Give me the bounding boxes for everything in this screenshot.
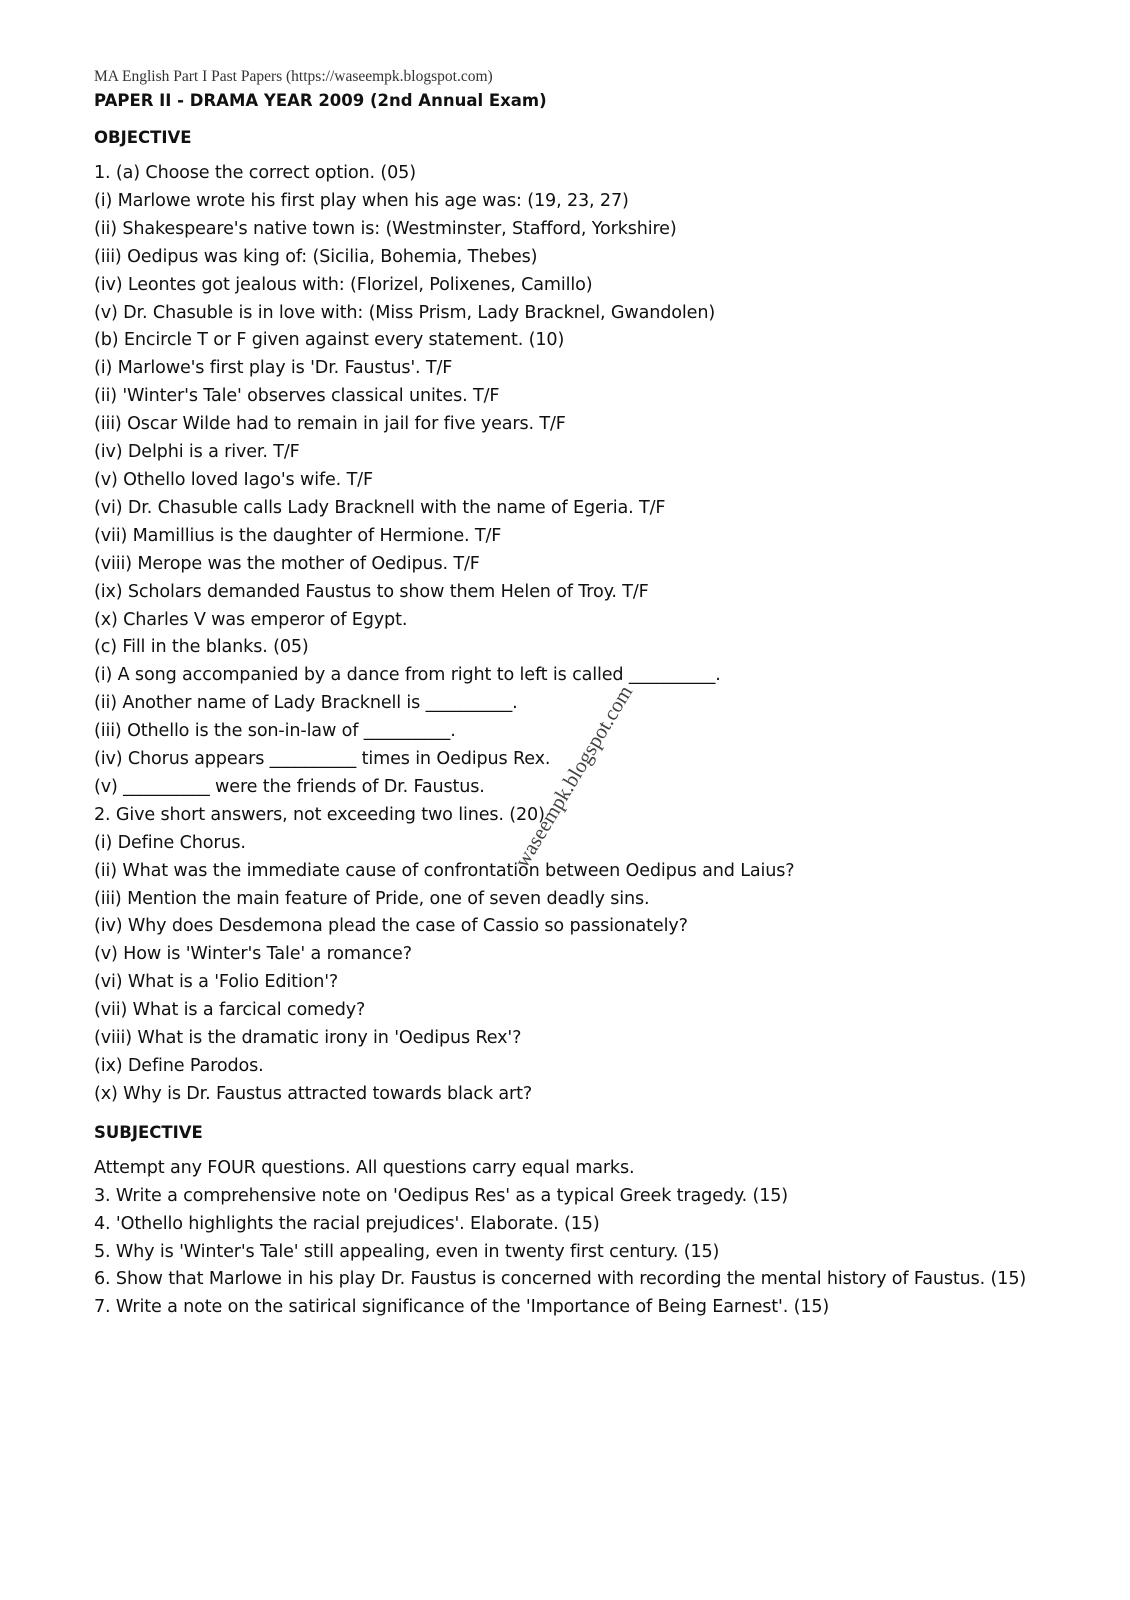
question-line: (v) Othello loved Iago's wife. T/F <box>94 469 373 490</box>
paper-title: PAPER II - DRAMA YEAR 2009 (2nd Annual Exam) <box>94 91 547 110</box>
subjective-section <box>94 1155 1104 1322</box>
question-line: (iii) Oscar Wilde had to remain in jail for five years. T/F <box>94 414 566 435</box>
question-line: (ii) What was the immediate cause of confrontation between Oedipus and Laius? <box>94 860 795 881</box>
question-line: (iii) Oedipus was king of: (Sicilia, Bohemia, Thebes) <box>94 246 538 267</box>
question-line: (ii) Shakespeare's native town is: (Westminster, Stafford, Yorkshire) <box>94 218 677 239</box>
question-line: 4. 'Othello highlights the racial prejudices'. Elaborate. (15) <box>94 1213 600 1234</box>
question-line: (x) Charles V was emperor of Egypt. <box>94 609 408 630</box>
question-line: (vi) What is a 'Folio Edition'? <box>94 972 339 993</box>
question-line: 3. Write a comprehensive note on 'Oedipus Res' as a typical Greek tragedy. (15) <box>94 1185 789 1206</box>
question-line: (v) How is 'Winter's Tale' a romance? <box>94 944 412 965</box>
objective-section <box>94 160 1104 1109</box>
question-line: (vi) Dr. Chasuble calls Lady Bracknell with the name of Egeria. T/F <box>94 497 666 518</box>
question-line: (ii) 'Winter's Tale' observes classical unites. T/F <box>94 386 500 407</box>
question-line: 6. Show that Marlowe in his play Dr. Faustus is concerned with recording the mental history of Faustus. (15) <box>94 1269 1027 1290</box>
question-line: (iv) Leontes got jealous with: (Florizel, Polixenes, Camillo) <box>94 274 593 295</box>
question-line: (iv) Why does Desdemona plead the case of Cassio so passionately? <box>94 916 688 937</box>
question-line: 1. (a) Choose the correct option. (05) <box>94 163 416 183</box>
question-line: 7. Write a note on the satirical significance of the 'Importance of Being Earnest'. (15) <box>94 1297 830 1318</box>
subjective-heading: SUBJECTIVE <box>94 1122 203 1142</box>
question-line: (i) Marlowe's first play is 'Dr. Faustus'. T/F <box>94 358 453 379</box>
question-line: 2. Give short answers, not exceeding two lines. (20) <box>94 804 545 825</box>
question-line: (iv) Chorus appears __________ times in Oedipus Rex. <box>94 749 551 770</box>
question-line: (i) A song accompanied by a dance from right to left is called __________. <box>94 665 721 686</box>
question-line: (x) Why is Dr. Faustus attracted towards black art? <box>94 1083 533 1104</box>
question-line: (c) Fill in the blanks. (05) <box>94 637 309 658</box>
question-line: (vii) Mamillius is the daughter of Hermione. T/F <box>94 525 502 546</box>
source-line: MA English Part I Past Papers (https://waseempk.blogspot.com) <box>94 68 493 85</box>
question-line: (iv) Delphi is a river. T/F <box>94 442 300 463</box>
question-line: (viii) What is the dramatic irony in 'Oedipus Rex'? <box>94 1028 522 1049</box>
objective-heading: OBJECTIVE <box>94 128 192 147</box>
question-line: (ix) Define Parodos. <box>94 1056 264 1076</box>
question-line: (b) Encircle T or F given against every statement. (10) <box>94 330 565 351</box>
question-line: (ii) Another name of Lady Bracknell is __________. <box>94 693 518 714</box>
question-line: (vii) What is a farcical comedy? <box>94 1000 366 1021</box>
exam-paper <box>94 66 1104 1322</box>
watermark-text: waseempk.blogspot.com <box>509 681 638 872</box>
question-line: Attempt any FOUR questions. All questions carry equal marks. <box>94 1157 635 1178</box>
question-line: (ix) Scholars demanded Faustus to show them Helen of Troy. T/F <box>94 581 649 602</box>
question-line: (i) Define Chorus. <box>94 832 246 853</box>
question-line: (i) Marlowe wrote his first play when his age was: (19, 23, 27) <box>94 190 629 211</box>
question-line: (iii) Othello is the son-in-law of __________. <box>94 721 456 742</box>
question-line: (viii) Merope was the mother of Oedipus. T/F <box>94 553 480 574</box>
question-line: (v) __________ were the friends of Dr. Faustus. <box>94 776 485 797</box>
question-line: (iii) Mention the main feature of Pride, one of seven deadly sins. <box>94 888 650 909</box>
question-line: (v) Dr. Chasuble is in love with: (Miss Prism, Lady Bracknel, Gwandolen) <box>94 302 716 323</box>
question-line: 5. Why is 'Winter's Tale' still appealing, even in twenty first century. (15) <box>94 1241 720 1262</box>
